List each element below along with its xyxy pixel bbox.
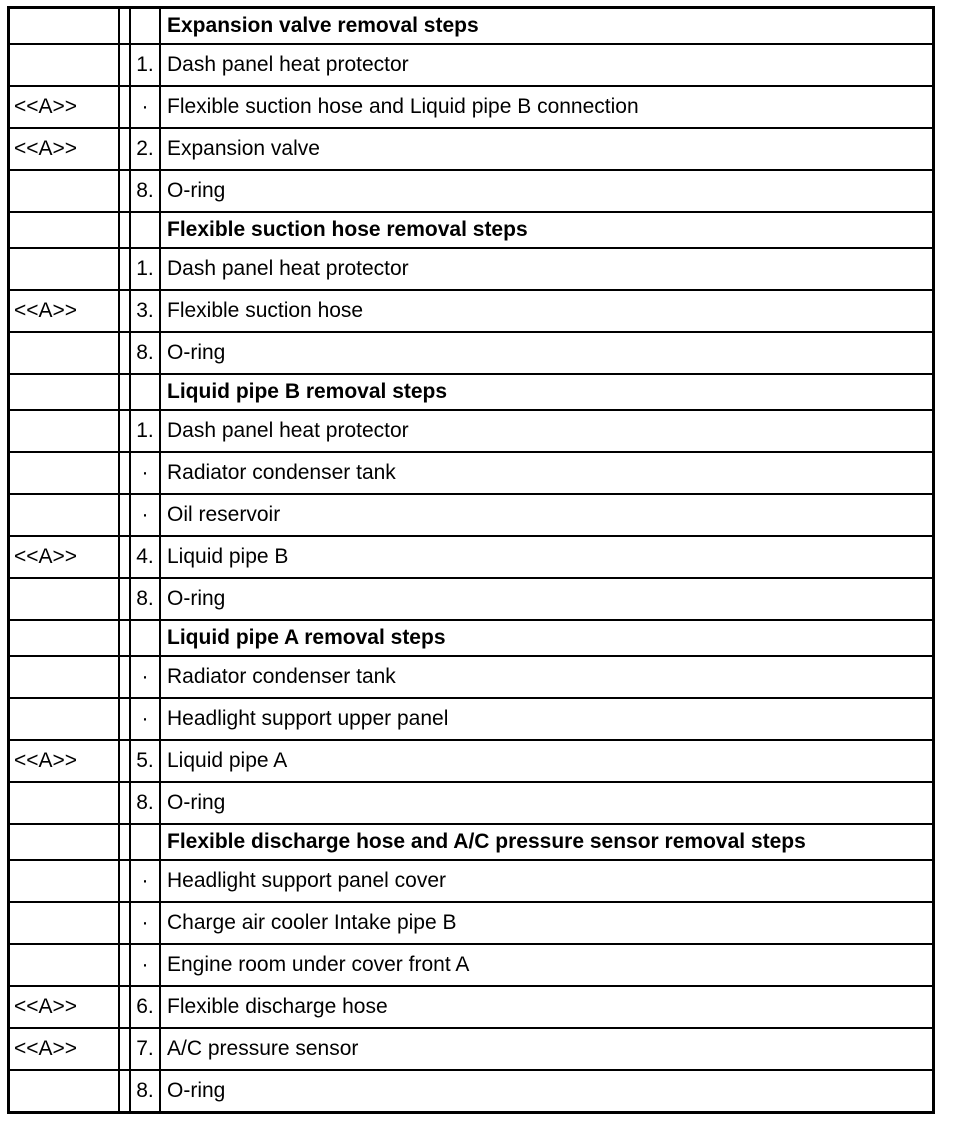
- ref-cell: <<A>>: [9, 536, 120, 578]
- step-text-cell: Dash panel heat protector: [160, 248, 934, 290]
- removal-steps-table: [7, 6, 935, 1114]
- step-row: [9, 698, 934, 740]
- ref-cell: [9, 8, 120, 45]
- step-text-cell: Flexible discharge hose: [160, 986, 934, 1028]
- ref-cell: [9, 944, 120, 986]
- step-text-cell: Liquid pipe B: [160, 536, 934, 578]
- step-row: [9, 902, 934, 944]
- step-row: [9, 44, 934, 86]
- step-number-cell: 8.: [130, 782, 160, 824]
- step-row: [9, 128, 934, 170]
- step-text-cell: O-ring: [160, 332, 934, 374]
- ref-cell: [9, 410, 120, 452]
- ref-cell: [9, 1070, 120, 1113]
- step-text-cell: Dash panel heat protector: [160, 44, 934, 86]
- spacer-cell: [119, 212, 130, 248]
- step-text-cell: Oil reservoir: [160, 494, 934, 536]
- step-row: [9, 410, 934, 452]
- spacer-cell: [119, 902, 130, 944]
- step-row: [9, 536, 934, 578]
- step-number-cell: ·: [130, 860, 160, 902]
- step-text-cell: O-ring: [160, 782, 934, 824]
- section-title: Liquid pipe B removal steps: [160, 374, 934, 410]
- ref-cell: [9, 494, 120, 536]
- section-title: Liquid pipe A removal steps: [160, 620, 934, 656]
- step-number-cell: ·: [130, 698, 160, 740]
- spacer-cell: [119, 86, 130, 128]
- step-row: [9, 248, 934, 290]
- step-number-cell: 2.: [130, 128, 160, 170]
- spacer-cell: [119, 536, 130, 578]
- ref-cell: [9, 824, 120, 860]
- spacer-cell: [119, 944, 130, 986]
- ref-cell: [9, 860, 120, 902]
- ref-cell: [9, 248, 120, 290]
- step-row: [9, 860, 934, 902]
- step-row: [9, 170, 934, 212]
- spacer-cell: [119, 8, 130, 45]
- spacer-cell: [119, 986, 130, 1028]
- step-text-cell: A/C pressure sensor: [160, 1028, 934, 1070]
- step-text-cell: O-ring: [160, 170, 934, 212]
- spacer-cell: [119, 248, 130, 290]
- step-row: [9, 578, 934, 620]
- step-text-cell: Headlight support upper panel: [160, 698, 934, 740]
- step-text-cell: Radiator condenser tank: [160, 452, 934, 494]
- step-text-cell: Flexible suction hose: [160, 290, 934, 332]
- step-number-cell: ·: [130, 494, 160, 536]
- step-text-cell: Flexible suction hose and Liquid pipe B connection: [160, 86, 934, 128]
- step-number-cell: 1.: [130, 248, 160, 290]
- step-row: [9, 332, 934, 374]
- step-row: [9, 290, 934, 332]
- section-header-row: [9, 212, 934, 248]
- spacer-cell: [119, 1028, 130, 1070]
- removal-steps-body: [9, 8, 934, 1113]
- step-number-cell: 8.: [130, 332, 160, 374]
- step-number-cell: [130, 620, 160, 656]
- section-header-row: [9, 8, 934, 45]
- step-number-cell: [130, 8, 160, 45]
- step-row: [9, 452, 934, 494]
- step-number-cell: ·: [130, 86, 160, 128]
- section-header-row: [9, 824, 934, 860]
- step-number-cell: 3.: [130, 290, 160, 332]
- step-text-cell: Charge air cooler Intake pipe B: [160, 902, 934, 944]
- step-number-cell: 5.: [130, 740, 160, 782]
- ref-cell: <<A>>: [9, 1028, 120, 1070]
- step-number-cell: ·: [130, 656, 160, 698]
- step-number-cell: 8.: [130, 578, 160, 620]
- spacer-cell: [119, 782, 130, 824]
- step-text-cell: Headlight support panel cover: [160, 860, 934, 902]
- ref-cell: [9, 332, 120, 374]
- spacer-cell: [119, 824, 130, 860]
- ref-cell: [9, 212, 120, 248]
- spacer-cell: [119, 290, 130, 332]
- spacer-cell: [119, 494, 130, 536]
- step-row: [9, 986, 934, 1028]
- step-row: [9, 656, 934, 698]
- ref-cell: [9, 902, 120, 944]
- ref-cell: [9, 578, 120, 620]
- spacer-cell: [119, 656, 130, 698]
- spacer-cell: [119, 44, 130, 86]
- step-number-cell: 6.: [130, 986, 160, 1028]
- spacer-cell: [119, 374, 130, 410]
- section-title: Flexible suction hose removal steps: [160, 212, 934, 248]
- spacer-cell: [119, 128, 130, 170]
- step-row: [9, 494, 934, 536]
- step-text-cell: O-ring: [160, 578, 934, 620]
- spacer-cell: [119, 620, 130, 656]
- step-row: [9, 1028, 934, 1070]
- ref-cell: [9, 170, 120, 212]
- removal-steps-sheet: [7, 6, 935, 1114]
- spacer-cell: [119, 698, 130, 740]
- step-number-cell: 7.: [130, 1028, 160, 1070]
- step-text-cell: O-ring: [160, 1070, 934, 1113]
- spacer-cell: [119, 860, 130, 902]
- step-row: [9, 1070, 934, 1113]
- step-number-cell: ·: [130, 902, 160, 944]
- section-header-row: [9, 374, 934, 410]
- step-text-cell: Engine room under cover front A: [160, 944, 934, 986]
- step-row: [9, 740, 934, 782]
- step-number-cell: [130, 374, 160, 410]
- section-header-row: [9, 620, 934, 656]
- spacer-cell: [119, 452, 130, 494]
- ref-cell: <<A>>: [9, 86, 120, 128]
- step-number-cell: 8.: [130, 170, 160, 212]
- section-title: Flexible discharge hose and A/C pressure sensor removal steps: [160, 824, 934, 860]
- ref-cell: [9, 44, 120, 86]
- step-text-cell: Expansion valve: [160, 128, 934, 170]
- step-text-cell: Radiator condenser tank: [160, 656, 934, 698]
- step-number-cell: 8.: [130, 1070, 160, 1113]
- step-row: [9, 944, 934, 986]
- spacer-cell: [119, 170, 130, 212]
- spacer-cell: [119, 332, 130, 374]
- ref-cell: <<A>>: [9, 128, 120, 170]
- ref-cell: [9, 452, 120, 494]
- ref-cell: [9, 620, 120, 656]
- section-title: Expansion valve removal steps: [160, 8, 934, 45]
- step-row: [9, 782, 934, 824]
- step-number-cell: 1.: [130, 410, 160, 452]
- step-number-cell: 1.: [130, 44, 160, 86]
- step-number-cell: [130, 824, 160, 860]
- step-text-cell: Dash panel heat protector: [160, 410, 934, 452]
- ref-cell: [9, 374, 120, 410]
- ref-cell: <<A>>: [9, 986, 120, 1028]
- ref-cell: [9, 656, 120, 698]
- spacer-cell: [119, 740, 130, 782]
- spacer-cell: [119, 410, 130, 452]
- ref-cell: [9, 782, 120, 824]
- spacer-cell: [119, 1070, 130, 1113]
- step-row: [9, 86, 934, 128]
- step-text-cell: Liquid pipe A: [160, 740, 934, 782]
- ref-cell: [9, 698, 120, 740]
- spacer-cell: [119, 578, 130, 620]
- step-number-cell: ·: [130, 944, 160, 986]
- step-number-cell: ·: [130, 452, 160, 494]
- ref-cell: <<A>>: [9, 740, 120, 782]
- step-number-cell: 4.: [130, 536, 160, 578]
- ref-cell: <<A>>: [9, 290, 120, 332]
- step-number-cell: [130, 212, 160, 248]
